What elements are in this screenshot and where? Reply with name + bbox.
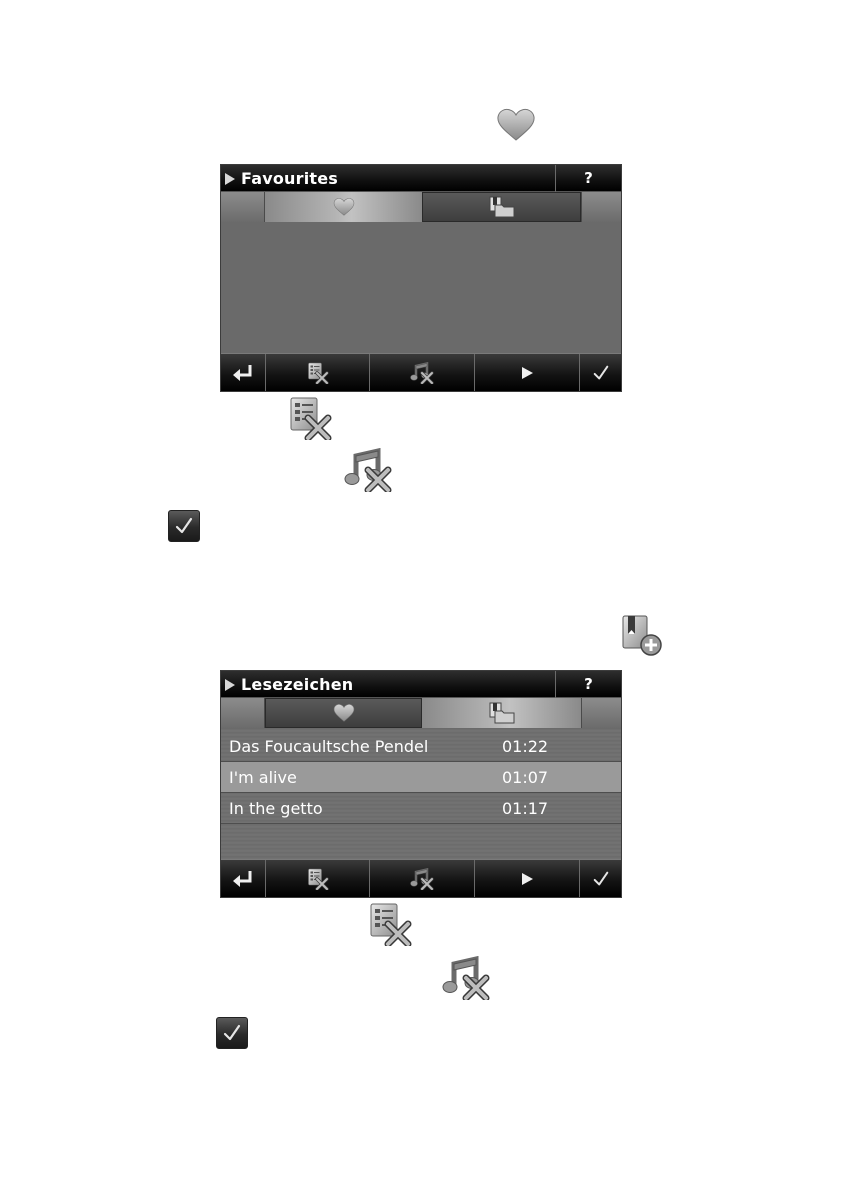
favourites-list — [221, 223, 621, 355]
delete-list-button[interactable] — [266, 354, 370, 391]
tab-divider — [264, 192, 265, 222]
delete-music-icon — [409, 868, 435, 890]
play-button[interactable] — [475, 354, 580, 391]
tab-bookmarks[interactable] — [422, 192, 581, 222]
bookmark-folder-icon — [489, 196, 515, 218]
tab-favourites[interactable] — [265, 698, 422, 728]
check-icon — [216, 1017, 248, 1049]
track-name: Das Foucaultsche Pendel — [229, 737, 429, 756]
tab-row — [221, 698, 621, 729]
title-bar — [221, 671, 621, 698]
back-button[interactable] — [221, 860, 266, 897]
track-name: I'm alive — [229, 768, 297, 787]
title-bar — [221, 165, 621, 192]
track-duration: 01:07 — [502, 768, 549, 787]
bookmark-add-icon — [620, 614, 664, 658]
tab-favourites[interactable] — [265, 192, 422, 222]
toolbar — [221, 353, 621, 391]
heart-icon — [333, 198, 355, 217]
back-button[interactable] — [221, 354, 266, 391]
delete-list-icon — [288, 396, 332, 440]
page-title: Lesezeichen — [241, 675, 354, 694]
back-icon — [231, 869, 255, 889]
delete-music-icon — [409, 362, 435, 384]
list-item[interactable] — [221, 731, 621, 762]
delete-list-icon — [307, 868, 329, 890]
tab-divider — [264, 698, 265, 728]
play-button[interactable] — [475, 860, 580, 897]
title-arrow-icon — [225, 679, 235, 691]
tab-bookmarks[interactable] — [422, 698, 581, 728]
back-icon — [231, 363, 255, 383]
list-item-selected[interactable] — [221, 762, 621, 793]
bookmark-folder-icon — [489, 702, 515, 724]
page-title: Favourites — [241, 169, 338, 188]
help-button[interactable]: ? — [555, 671, 621, 698]
delete-list-icon — [307, 362, 329, 384]
check-icon — [592, 870, 610, 888]
favourites-screen — [220, 164, 622, 392]
track-duration: 01:22 — [502, 737, 549, 756]
toolbar — [221, 859, 621, 897]
help-button[interactable]: ? — [555, 165, 621, 192]
bookmarks-screen — [220, 670, 622, 898]
delete-music-button[interactable] — [370, 354, 475, 391]
confirm-button[interactable] — [580, 860, 621, 897]
tab-divider — [581, 698, 582, 728]
tab-row — [221, 192, 621, 223]
delete-list-icon — [368, 902, 412, 946]
check-icon — [168, 510, 200, 542]
track-name: In the getto — [229, 799, 323, 818]
delete-music-icon — [442, 956, 490, 1000]
tab-divider — [581, 192, 582, 222]
check-icon — [592, 364, 610, 382]
delete-music-icon — [344, 448, 392, 492]
track-duration: 01:17 — [502, 799, 549, 818]
play-icon — [520, 366, 534, 380]
bookmarks-list — [221, 729, 621, 861]
play-icon — [520, 872, 534, 886]
confirm-button[interactable] — [580, 354, 621, 391]
heart-icon — [333, 704, 355, 723]
list-item[interactable] — [221, 793, 621, 824]
delete-list-button[interactable] — [266, 860, 370, 897]
heart-icon — [496, 108, 536, 142]
title-arrow-icon — [225, 173, 235, 185]
delete-music-button[interactable] — [370, 860, 475, 897]
